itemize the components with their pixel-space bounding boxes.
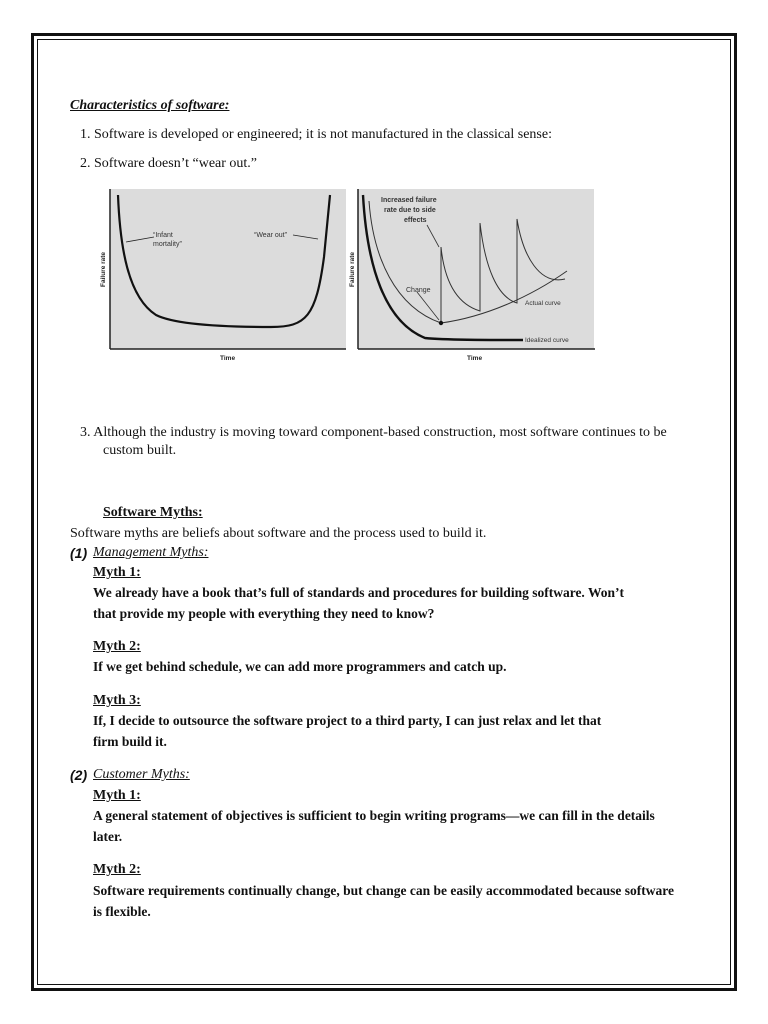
change-point [439,321,443,325]
label-increased-1: Increased failure [381,197,437,204]
customer-myth2-line2: is flexible. [93,904,151,919]
management-myth2-label: Myth 2: [93,639,141,654]
characteristic-item-1: 1. Software is developed or engineered; it is not manufactured in the classical sense: [80,127,552,142]
myths-intro: Software myths are beliefs about software and the process used to build it. [70,526,487,541]
management-myth3-line2: firm build it. [93,734,167,749]
label-increased-2: rate due to side [384,207,436,214]
label-change: Change [406,287,431,294]
label-idealized: Idealized curve [525,337,569,344]
management-myth1-line1: We already have a book that’s full of standards and procedures for building software. Won’t [93,585,624,600]
software-failure-curve-figure [345,187,600,362]
characteristic-item-3-line2: custom built. [103,443,177,458]
customer-myths-title: Customer Myths: [93,767,190,782]
figure-left-xlabel: Time [220,355,236,362]
label-wearout: “Wear out” [254,232,287,239]
characteristic-item-3-line1: 3. Although the industry is moving toward component-based construction, most software continues to be [80,425,667,440]
label-increased-3: effects [404,217,427,224]
management-myth1-label: Myth 1: [93,565,141,580]
myths-heading: Software Myths: [103,505,203,520]
management-myths-title: Management Myths: [93,545,209,560]
management-myth2-line1: If we get behind schedule, we can add more programmers and catch up. [93,659,507,674]
label-infant-2: mortality” [153,241,182,248]
customer-myth2-label: Myth 2: [93,862,141,877]
management-number: (1) [70,545,88,561]
management-myth3-line1: If, I decide to outsource the software project to a third party, I can just relax and let that [93,713,602,728]
customer-number: (2) [70,767,88,783]
management-myth3-label: Myth 3: [93,693,141,708]
characteristic-item-2: 2. Software doesn’t “wear out.” [80,156,258,171]
characteristics-heading: Characteristics of software: [70,98,230,113]
customer-myth1-label: Myth 1: [93,788,141,803]
figure-left-background [110,189,346,349]
customer-myth1-line1: A general statement of objectives is sufficient to begin writing programs—we can fill in the details [93,808,655,823]
figure-right-xlabel: Time [467,355,483,362]
customer-myth1-line2: later. [93,829,123,844]
customer-myth2-line1: Software requirements continually change, but change can be easily accommodated because software [93,883,674,898]
figure-left-ylabel: Failure rate [100,251,107,287]
label-actual: Actual curve [525,300,561,307]
figure-right-ylabel: Failure rate [349,251,356,287]
management-myth1-line2: that provide my people with everything they need to know? [93,606,435,621]
bathtub-curve-figure [96,187,348,362]
label-infant-1: “Infant [153,232,173,239]
